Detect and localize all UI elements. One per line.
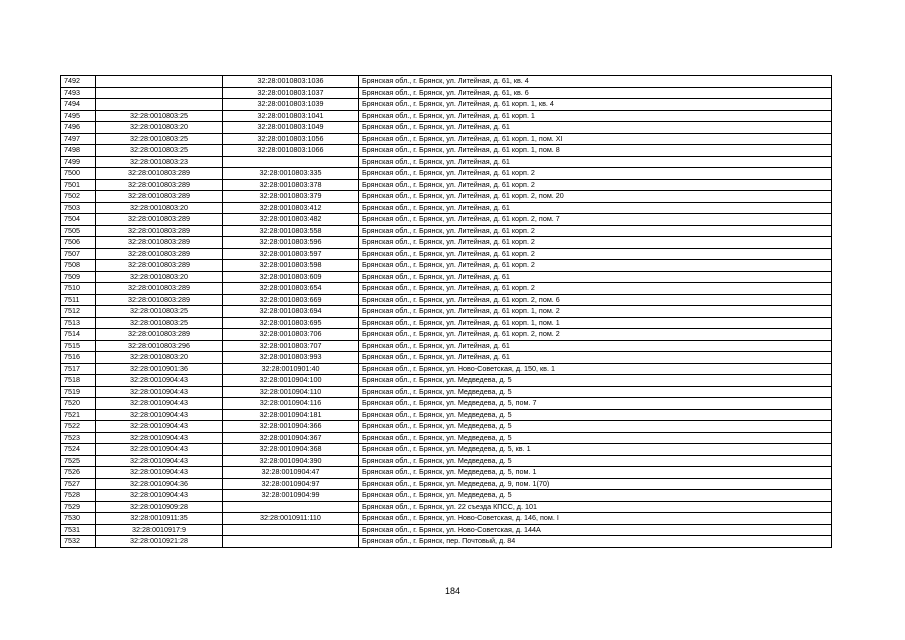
row-number-cell: 7503 (61, 202, 96, 214)
parent-cadastral-cell (96, 76, 223, 88)
address-cell: Брянская обл., г. Брянск, ул. Литейная, д. 61 корп. 1, пом. 1 (359, 317, 832, 329)
address-cell: Брянская обл., г. Брянск, ул. Литейная, д. 61 (359, 352, 832, 364)
cadastral-number-cell: 32:28:0010803:1039 (223, 99, 359, 111)
table-row (61, 398, 832, 410)
address-cell: Брянская обл., г. Брянск, ул. Литейная, д. 61, кв. 6 (359, 87, 832, 99)
row-number-cell: 7497 (61, 133, 96, 145)
address-cell: Брянская обл., г. Брянск, ул. Литейная, д. 61 корп. 2 (359, 248, 832, 260)
row-number-cell: 7524 (61, 444, 96, 456)
parent-cadastral-cell: 32:28:0010803:289 (96, 214, 223, 226)
table-row (61, 145, 832, 157)
cadastral-number-cell: 32:28:0010803:695 (223, 317, 359, 329)
address-cell: Брянская обл., г. Брянск, ул. Литейная, д. 61 корп. 2 (359, 237, 832, 249)
cadastral-number-cell: 32:28:0010803:1037 (223, 87, 359, 99)
parent-cadastral-cell: 32:28:0010904:43 (96, 444, 223, 456)
cadastral-number-cell: 32:28:0010803:598 (223, 260, 359, 272)
table-row (61, 421, 832, 433)
row-number-cell: 7508 (61, 260, 96, 272)
cadastral-number-cell: 32:28:0010803:993 (223, 352, 359, 364)
address-cell: Брянская обл., г. Брянск, ул. Литейная, д. 61 корп. 1, кв. 4 (359, 99, 832, 111)
row-number-cell: 7507 (61, 248, 96, 260)
parent-cadastral-cell: 32:28:0010803:25 (96, 145, 223, 157)
row-number-cell: 7522 (61, 421, 96, 433)
parent-cadastral-cell: 32:28:0010803:20 (96, 122, 223, 134)
table-row (61, 386, 832, 398)
parent-cadastral-cell: 32:28:0010904:43 (96, 398, 223, 410)
table-row (61, 432, 832, 444)
cadastral-number-cell: 32:28:0010803:1049 (223, 122, 359, 134)
parent-cadastral-cell: 32:28:0010909:28 (96, 501, 223, 513)
table-row (61, 271, 832, 283)
cadastral-number-cell: 32:28:0010803:694 (223, 306, 359, 318)
table-row (61, 513, 832, 525)
cadastral-number-cell (223, 524, 359, 536)
parent-cadastral-cell (96, 87, 223, 99)
address-cell: Брянская обл., г. Брянск, ул. Литейная, д. 61, кв. 4 (359, 76, 832, 88)
parent-cadastral-cell: 32:28:0010803:296 (96, 340, 223, 352)
parent-cadastral-cell: 32:28:0010803:23 (96, 156, 223, 168)
table-row (61, 501, 832, 513)
cadastral-number-cell: 32:28:0010904:368 (223, 444, 359, 456)
row-number-cell: 7510 (61, 283, 96, 295)
row-number-cell: 7520 (61, 398, 96, 410)
address-cell: Брянская обл., г. Брянск, ул. Медведева, д. 5, кв. 1 (359, 444, 832, 456)
cadastral-number-cell: 32:28:0010803:379 (223, 191, 359, 203)
row-number-cell: 7515 (61, 340, 96, 352)
parent-cadastral-cell: 32:28:0010904:43 (96, 409, 223, 421)
table-row (61, 536, 832, 548)
address-cell: Брянская обл., г. Брянск, ул. Медведева, д. 5 (359, 490, 832, 502)
parent-cadastral-cell: 32:28:0010803:25 (96, 110, 223, 122)
parent-cadastral-cell: 32:28:0010904:36 (96, 478, 223, 490)
table-row (61, 524, 832, 536)
cadastral-number-cell: 32:28:0010803:1056 (223, 133, 359, 145)
cadastral-number-cell: 32:28:0010904:97 (223, 478, 359, 490)
parent-cadastral-cell: 32:28:0010904:43 (96, 432, 223, 444)
row-number-cell: 7506 (61, 237, 96, 249)
cadastral-number-cell: 32:28:0010803:378 (223, 179, 359, 191)
table-row (61, 363, 832, 375)
address-cell: Брянская обл., г. Брянск, ул. Медведева, д. 5 (359, 386, 832, 398)
row-number-cell: 7531 (61, 524, 96, 536)
address-cell: Брянская обл., г. Брянск, ул. 22 съезда КПСС, д. 101 (359, 501, 832, 513)
address-cell: Брянская обл., г. Брянск, ул. Литейная, д. 61 (359, 202, 832, 214)
cadastral-number-cell: 32:28:0010904:47 (223, 467, 359, 479)
table-row (61, 444, 832, 456)
table-row (61, 133, 832, 145)
row-number-cell: 7496 (61, 122, 96, 134)
address-cell: Брянская обл., г. Брянск, ул. Литейная, д. 61 корп. 2 (359, 260, 832, 272)
row-number-cell: 7521 (61, 409, 96, 421)
row-number-cell: 7498 (61, 145, 96, 157)
table-row (61, 99, 832, 111)
row-number-cell: 7500 (61, 168, 96, 180)
table-row (61, 122, 832, 134)
parent-cadastral-cell: 32:28:0010803:289 (96, 329, 223, 341)
table-row (61, 409, 832, 421)
cadastral-number-cell (223, 156, 359, 168)
cadastral-number-cell: 32:28:0010803:654 (223, 283, 359, 295)
cadastral-number-cell: 32:28:0010904:390 (223, 455, 359, 467)
parent-cadastral-cell: 32:28:0010904:43 (96, 386, 223, 398)
cadastral-number-cell: 32:28:0010901:40 (223, 363, 359, 375)
address-cell: Брянская обл., г. Брянск, ул. Литейная, д. 61 корп. 2 (359, 283, 832, 295)
table-row (61, 248, 832, 260)
table-row (61, 283, 832, 295)
parent-cadastral-cell: 32:28:0010803:20 (96, 352, 223, 364)
parent-cadastral-cell: 32:28:0010904:43 (96, 455, 223, 467)
cadastral-number-cell: 32:28:0010803:1066 (223, 145, 359, 157)
parent-cadastral-cell: 32:28:0010803:289 (96, 191, 223, 203)
table-row (61, 191, 832, 203)
parent-cadastral-cell: 32:28:0010803:289 (96, 283, 223, 295)
table-row (61, 455, 832, 467)
cadastral-number-cell: 32:28:0010904:100 (223, 375, 359, 387)
cadastral-number-cell: 32:28:0010911:110 (223, 513, 359, 525)
parent-cadastral-cell: 32:28:0010904:43 (96, 467, 223, 479)
address-cell: Брянская обл., г. Брянск, ул. Литейная, д. 61 корп. 1, пом. XI (359, 133, 832, 145)
parent-cadastral-cell: 32:28:0010904:43 (96, 421, 223, 433)
cadastral-number-cell: 32:28:0010803:412 (223, 202, 359, 214)
address-cell: Брянская обл., г. Брянск, ул. Литейная, д. 61 (359, 340, 832, 352)
table-row (61, 306, 832, 318)
cadastral-number-cell: 32:28:0010904:181 (223, 409, 359, 421)
row-number-cell: 7530 (61, 513, 96, 525)
row-number-cell: 7494 (61, 99, 96, 111)
parent-cadastral-cell: 32:28:0010803:20 (96, 202, 223, 214)
cadastral-number-cell: 32:28:0010904:116 (223, 398, 359, 410)
table-row (61, 490, 832, 502)
parent-cadastral-cell: 32:28:0010904:43 (96, 490, 223, 502)
address-cell: Брянская обл., г. Брянск, ул. Литейная, д. 61 корп. 2, пом. 20 (359, 191, 832, 203)
table-row (61, 237, 832, 249)
address-cell: Брянская обл., г. Брянск, ул. Литейная, д. 61 (359, 122, 832, 134)
address-cell: Брянская обл., г. Брянск, ул. Литейная, д. 61 корп. 2 (359, 225, 832, 237)
table-row (61, 202, 832, 214)
row-number-cell: 7513 (61, 317, 96, 329)
address-cell: Брянская обл., г. Брянск, ул. Медведева, д. 5, пом. 7 (359, 398, 832, 410)
parent-cadastral-cell: 32:28:0010803:289 (96, 248, 223, 260)
table-row (61, 375, 832, 387)
row-number-cell: 7525 (61, 455, 96, 467)
address-cell: Брянская обл., г. Брянск, ул. Литейная, д. 61 корп. 1, пом. 2 (359, 306, 832, 318)
address-cell: Брянская обл., г. Брянск, ул. Медведева, д. 5 (359, 421, 832, 433)
table-row (61, 76, 832, 88)
table-row (61, 179, 832, 191)
row-number-cell: 7532 (61, 536, 96, 548)
row-number-cell: 7518 (61, 375, 96, 387)
parent-cadastral-cell: 32:28:0010921:28 (96, 536, 223, 548)
address-cell: Брянская обл., г. Брянск, ул. Литейная, д. 61 корп. 2, пом. 7 (359, 214, 832, 226)
parent-cadastral-cell: 32:28:0010803:289 (96, 237, 223, 249)
table-row (61, 260, 832, 272)
cadastral-number-cell: 32:28:0010803:1036 (223, 76, 359, 88)
cadastral-number-cell: 32:28:0010904:99 (223, 490, 359, 502)
cadastral-number-cell: 32:28:0010803:669 (223, 294, 359, 306)
address-cell: Брянская обл., г. Брянск, ул. Литейная, д. 61 (359, 156, 832, 168)
row-number-cell: 7501 (61, 179, 96, 191)
cadastral-number-cell: 32:28:0010803:609 (223, 271, 359, 283)
row-number-cell: 7492 (61, 76, 96, 88)
address-cell: Брянская обл., г. Брянск, ул. Ново-Советская, д. 144А (359, 524, 832, 536)
row-number-cell: 7517 (61, 363, 96, 375)
address-cell: Брянская обл., г. Брянск, ул. Литейная, д. 61 корп. 1, пом. 8 (359, 145, 832, 157)
row-number-cell: 7519 (61, 386, 96, 398)
table-row (61, 317, 832, 329)
parent-cadastral-cell: 32:28:0010803:289 (96, 294, 223, 306)
cadastral-number-cell: 32:28:0010803:597 (223, 248, 359, 260)
table-row (61, 340, 832, 352)
row-number-cell: 7528 (61, 490, 96, 502)
row-number-cell: 7499 (61, 156, 96, 168)
parent-cadastral-cell: 32:28:0010803:289 (96, 179, 223, 191)
address-cell: Брянская обл., г. Брянск, ул. Медведева, д. 9, пом. 1(70) (359, 478, 832, 490)
row-number-cell: 7495 (61, 110, 96, 122)
parent-cadastral-cell: 32:28:0010917:9 (96, 524, 223, 536)
table-row (61, 294, 832, 306)
cadastral-number-cell: 32:28:0010803:482 (223, 214, 359, 226)
row-number-cell: 7523 (61, 432, 96, 444)
address-cell: Брянская обл., г. Брянск, ул. Медведева, д. 5 (359, 375, 832, 387)
address-cell: Брянская обл., г. Брянск, ул. Медведева, д. 5 (359, 409, 832, 421)
address-cell: Брянская обл., г. Брянск, ул. Литейная, д. 61 корп. 2, пом. 6 (359, 294, 832, 306)
row-number-cell: 7511 (61, 294, 96, 306)
address-cell: Брянская обл., г. Брянск, ул. Медведева, д. 5, пом. 1 (359, 467, 832, 479)
parent-cadastral-cell: 32:28:0010803:20 (96, 271, 223, 283)
table-row (61, 467, 832, 479)
cadastral-number-cell: 32:28:0010904:110 (223, 386, 359, 398)
row-number-cell: 7504 (61, 214, 96, 226)
cadastral-number-cell: 32:28:0010803:558 (223, 225, 359, 237)
cadastral-number-cell: 32:28:0010803:707 (223, 340, 359, 352)
address-cell: Брянская обл., г. Брянск, ул. Ново-Советская, д. 146, пом. I (359, 513, 832, 525)
address-cell: Брянская обл., г. Брянск, ул. Ново-Советская, д. 150, кв. 1 (359, 363, 832, 375)
parent-cadastral-cell: 32:28:0010803:25 (96, 306, 223, 318)
address-cell: Брянская обл., г. Брянск, ул. Медведева, д. 5 (359, 455, 832, 467)
address-cell: Брянская обл., г. Брянск, ул. Литейная, д. 61 корп. 1 (359, 110, 832, 122)
row-number-cell: 7514 (61, 329, 96, 341)
address-cell: Брянская обл., г. Брянск, ул. Литейная, д. 61 корп. 2 (359, 179, 832, 191)
cadastral-number-cell (223, 501, 359, 513)
table-row (61, 478, 832, 490)
address-cell: Брянская обл., г. Брянск, пер. Почтовый, д. 84 (359, 536, 832, 548)
cadastral-number-cell: 32:28:0010803:596 (223, 237, 359, 249)
parent-cadastral-cell: 32:28:0010803:289 (96, 260, 223, 272)
row-number-cell: 7529 (61, 501, 96, 513)
cadastral-number-cell: 32:28:0010904:367 (223, 432, 359, 444)
row-number-cell: 7527 (61, 478, 96, 490)
row-number-cell: 7526 (61, 467, 96, 479)
parent-cadastral-cell: 32:28:0010803:289 (96, 225, 223, 237)
parent-cadastral-cell: 32:28:0010911:35 (96, 513, 223, 525)
address-cell: Брянская обл., г. Брянск, ул. Литейная, д. 61 корп. 2, пом. 2 (359, 329, 832, 341)
row-number-cell: 7512 (61, 306, 96, 318)
table-row (61, 156, 832, 168)
table-row (61, 329, 832, 341)
cadastral-number-cell: 32:28:0010904:366 (223, 421, 359, 433)
page-number: 184 (444, 586, 461, 596)
table-row (61, 168, 832, 180)
parent-cadastral-cell (96, 99, 223, 111)
registry-table-body (61, 76, 832, 548)
row-number-cell: 7509 (61, 271, 96, 283)
table-row (61, 352, 832, 364)
parent-cadastral-cell: 32:28:0010904:43 (96, 375, 223, 387)
cadastral-number-cell: 32:28:0010803:1041 (223, 110, 359, 122)
cadastral-number-cell: 32:28:0010803:706 (223, 329, 359, 341)
row-number-cell: 7516 (61, 352, 96, 364)
table-row (61, 225, 832, 237)
parent-cadastral-cell: 32:28:0010901:36 (96, 363, 223, 375)
parent-cadastral-cell: 32:28:0010803:25 (96, 317, 223, 329)
row-number-cell: 7493 (61, 87, 96, 99)
parent-cadastral-cell: 32:28:0010803:289 (96, 168, 223, 180)
address-cell: Брянская обл., г. Брянск, ул. Литейная, д. 61 корп. 2 (359, 168, 832, 180)
address-cell: Брянская обл., г. Брянск, ул. Литейная, д. 61 (359, 271, 832, 283)
cadastral-number-cell (223, 536, 359, 548)
table-row (61, 214, 832, 226)
table-row (61, 87, 832, 99)
row-number-cell: 7502 (61, 191, 96, 203)
cadastral-number-cell: 32:28:0010803:335 (223, 168, 359, 180)
row-number-cell: 7505 (61, 225, 96, 237)
address-cell: Брянская обл., г. Брянск, ул. Медведева, д. 5 (359, 432, 832, 444)
table-row (61, 110, 832, 122)
parent-cadastral-cell: 32:28:0010803:25 (96, 133, 223, 145)
registry-table (60, 75, 832, 548)
